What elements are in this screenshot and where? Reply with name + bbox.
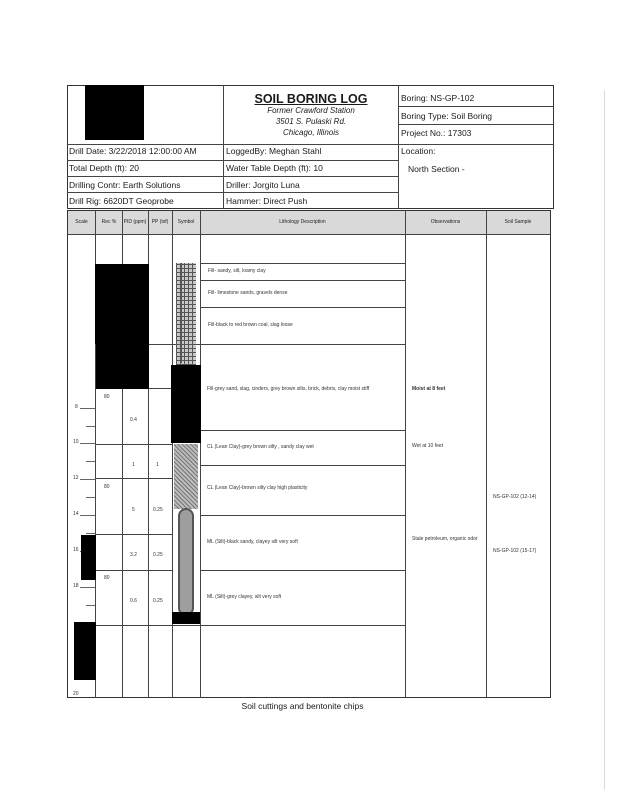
scale-label: 10 [73, 439, 79, 445]
rec-value: 80 [104, 394, 110, 400]
redacted-block [81, 535, 96, 580]
well-screen-graphic [176, 263, 196, 365]
redacted-block [172, 612, 200, 624]
scale-label: 14 [73, 511, 79, 517]
scale-label: 20 [73, 691, 79, 697]
driller: Driller: Jorgito Luna [226, 180, 300, 190]
col-symbol: Symbol [177, 219, 195, 225]
scale-label: 8 [75, 404, 78, 410]
soil-sample: NS-GP-102 (12-14) [493, 494, 537, 500]
drill-date: Drill Date: 3/22/2018 12:00:00 AM [69, 146, 197, 156]
lithology-row: ML (Silt)-grey clayey, silt very soft [207, 594, 282, 600]
rec-value: 80 [104, 575, 110, 581]
redacted-block [96, 344, 122, 389]
pid-value: 0.6 [130, 598, 137, 604]
redacted-block [122, 344, 149, 389]
col-soil-sample: Soil Sample [504, 219, 532, 225]
pid-value: 1 [132, 462, 135, 468]
col-pp: PP (tsf) [151, 219, 169, 225]
lithology-row: Fill- limestone sands, gravels dense [208, 290, 288, 296]
drilling-contractor: Drilling Contr: Earth Solutions [69, 180, 181, 190]
lithology-row: Fill-grey sand, slag, cinders, grey brown silts, brick, debris, clay moist stiff [207, 386, 370, 392]
site-name: Former Crawford Station [267, 106, 355, 115]
observation: Stale petroleum, organic odor [412, 536, 478, 542]
site-address: 3501 S. Pulaski Rd. [275, 117, 347, 126]
rec-value: 80 [104, 484, 110, 490]
scale-label: 18 [73, 583, 79, 589]
logged-by: LoggedBy: Meghan Stahl [226, 146, 322, 156]
page-title: SOIL BORING LOG [254, 92, 368, 106]
footer-note: Soil cuttings and bentonite chips [241, 701, 364, 711]
pp-value: 1 [156, 462, 159, 468]
hammer: Hammer: Direct Push [226, 196, 308, 206]
clay-hatch-graphic [174, 444, 198, 509]
pid-value: 0.4 [130, 417, 137, 423]
col-pid: PID (ppm) [123, 219, 147, 225]
water-table-depth: Water Table Depth (ft): 10 [226, 163, 323, 173]
observation: Wet at 10 feet [412, 443, 444, 449]
col-lithology: Lithology Description [279, 219, 326, 225]
lithology-row: Fill- sandy, silt, loamy clay [208, 268, 266, 274]
redacted-block [74, 622, 96, 680]
boring-id: Boring: NS-GP-102 [401, 93, 475, 103]
total-depth: Total Depth (ft): 20 [69, 163, 139, 173]
pid-value: 3.2 [130, 552, 137, 558]
redacted-block [171, 365, 201, 443]
lithology-row: Fill-black to red brown coal, slag loose [208, 322, 293, 328]
col-observations: Observations [430, 219, 461, 225]
location-value: North Section - [408, 164, 465, 174]
scan-edge [604, 90, 605, 790]
pid-value: 5 [132, 507, 135, 513]
pp-value: 0.25 [153, 552, 163, 558]
soil-sample: NS-GP-102 (15-17) [493, 548, 537, 554]
lithology-row: CL (Lean Clay)-brown silty clay high plasticity [207, 485, 308, 491]
project-number: Project No.: 17303 [401, 128, 472, 138]
redacted-block [95, 264, 149, 344]
col-rec: Rec % [101, 219, 117, 225]
well-casing-graphic [178, 508, 194, 616]
col-scale: Scale [75, 219, 88, 225]
pp-value: 0.25 [153, 507, 163, 513]
drill-rig: Drill Rig: 6620DT Geoprobe [69, 196, 174, 206]
pp-value: 0.25 [153, 598, 163, 604]
observation: Moist at 8 feet [412, 386, 446, 392]
redacted-logo [85, 85, 144, 140]
scale-label: 12 [73, 475, 79, 481]
scale-label: 16 [73, 547, 79, 553]
site-city: Chicago, Illinois [282, 128, 340, 137]
lithology-row: CL (Lean Clay)-grey brown silty , sandy clay wet [207, 444, 314, 450]
location-label: Location: [401, 146, 436, 156]
boring-type: Boring Type: Soil Boring [401, 111, 493, 121]
lithology-row: ML (Silt)-black sandy, clayey silt very soft [207, 539, 298, 545]
